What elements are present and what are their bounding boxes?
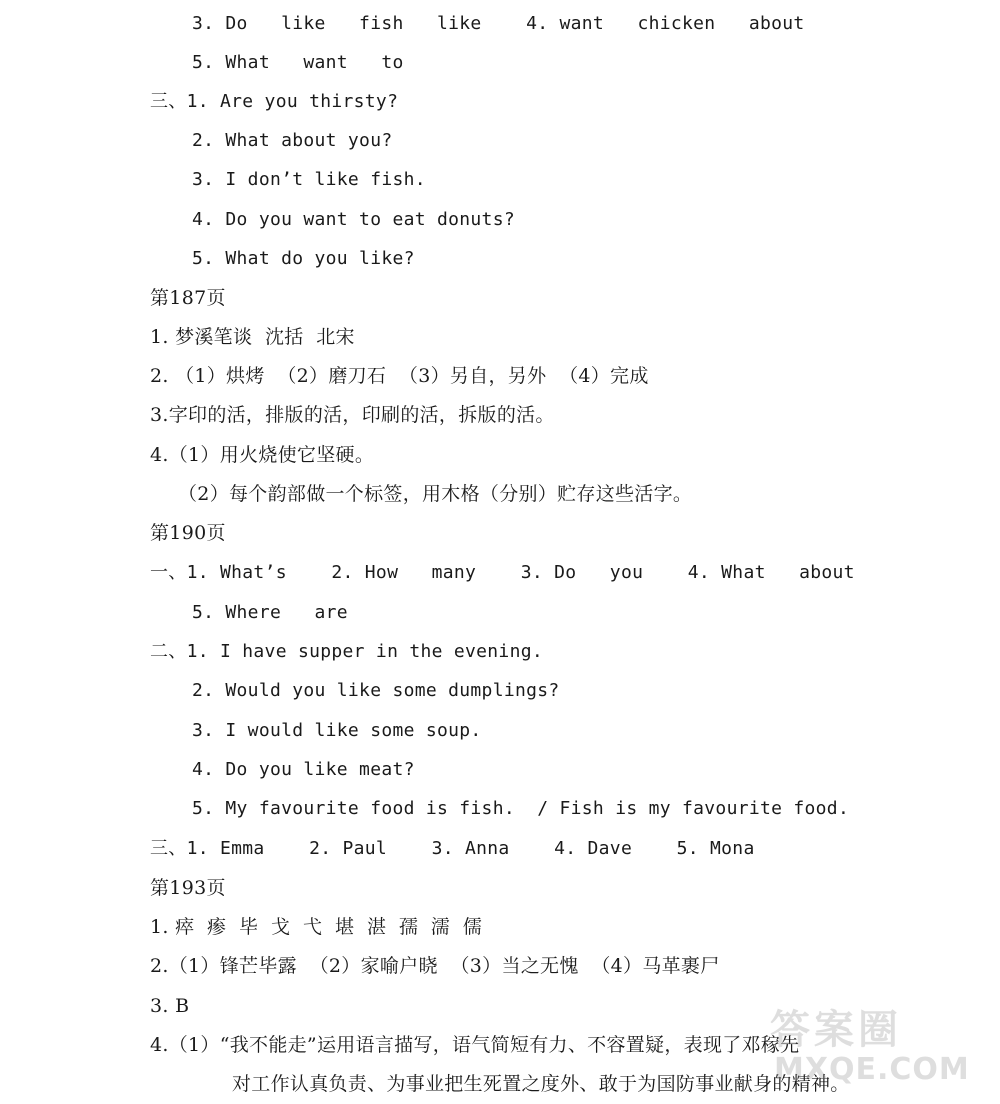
text-line: 2.（1）锋芒毕露 （2）家喻户晓 （3）当之无愧 （4）马革裹尸 — [150, 955, 720, 977]
text-line: 3. I don’t like fish. — [192, 169, 426, 190]
text-line: 对工作认真负责、为事业把生死置之度外、敢于为国防事业献身的精神。 — [232, 1073, 850, 1095]
text-line: 3. I would like some soup. — [192, 720, 482, 741]
text-line: （2）每个韵部做一个标签，用木格（分别）贮存这些活字。 — [178, 483, 693, 505]
watermark-url: MXQE.COM — [774, 1052, 970, 1087]
page-heading: 第193页 — [150, 877, 226, 899]
text-line: 3.字印的活，排版的活，印刷的活，拆版的活。 — [150, 404, 555, 426]
text-line: 4. Do you like meat? — [192, 759, 415, 780]
text-line: 2. Would you like some dumplings? — [192, 680, 560, 701]
text-line: 4. Do you want to eat donuts? — [192, 209, 515, 230]
text-line: 二、1. I have supper in the evening. — [150, 641, 543, 662]
text-line: 5. My favourite food is fish. / Fish is my favourite food. — [192, 798, 850, 819]
text-line: 5. Where are — [192, 602, 348, 623]
watermark-logo — [744, 990, 994, 1100]
text-line: 3. Do like fish like 4. want chicken about — [192, 13, 805, 34]
text-line: 4.（1）用火烧使它坚硬。 — [150, 444, 375, 466]
text-line: 5. What do you like? — [192, 248, 415, 269]
text-line: 三、1. Are you thirsty? — [150, 91, 399, 112]
text-line: 1. 梦溪笔谈 沈括 北宋 — [150, 326, 355, 348]
watermark-title: 答案圈 — [770, 1007, 902, 1053]
text-line: 3. B — [150, 995, 190, 1017]
text-line: 4.（1）“我不能走”运用语言描写，语气简短有力、不容置疑，表现了邓稼先 — [150, 1034, 800, 1056]
text-line: 5. What want to — [192, 52, 404, 73]
text-line: 2. （1）烘烤 （2）磨刀石 （3）另自，另外 （4）完成 — [150, 365, 649, 387]
text-line: 1. 瘁 瘆 毕 戈 弋 堪 湛 孺 濡 儒 — [150, 916, 483, 938]
text-line: 一、1. What’s 2. How many 3. Do you 4. What about — [150, 562, 855, 583]
text-line: 三、1. Emma 2. Paul 3. Anna 4. Dave 5. Mona — [150, 838, 755, 859]
page-heading: 第190页 — [150, 522, 226, 544]
text-line: 2. What about you? — [192, 130, 393, 151]
page-heading: 第187页 — [150, 287, 226, 309]
